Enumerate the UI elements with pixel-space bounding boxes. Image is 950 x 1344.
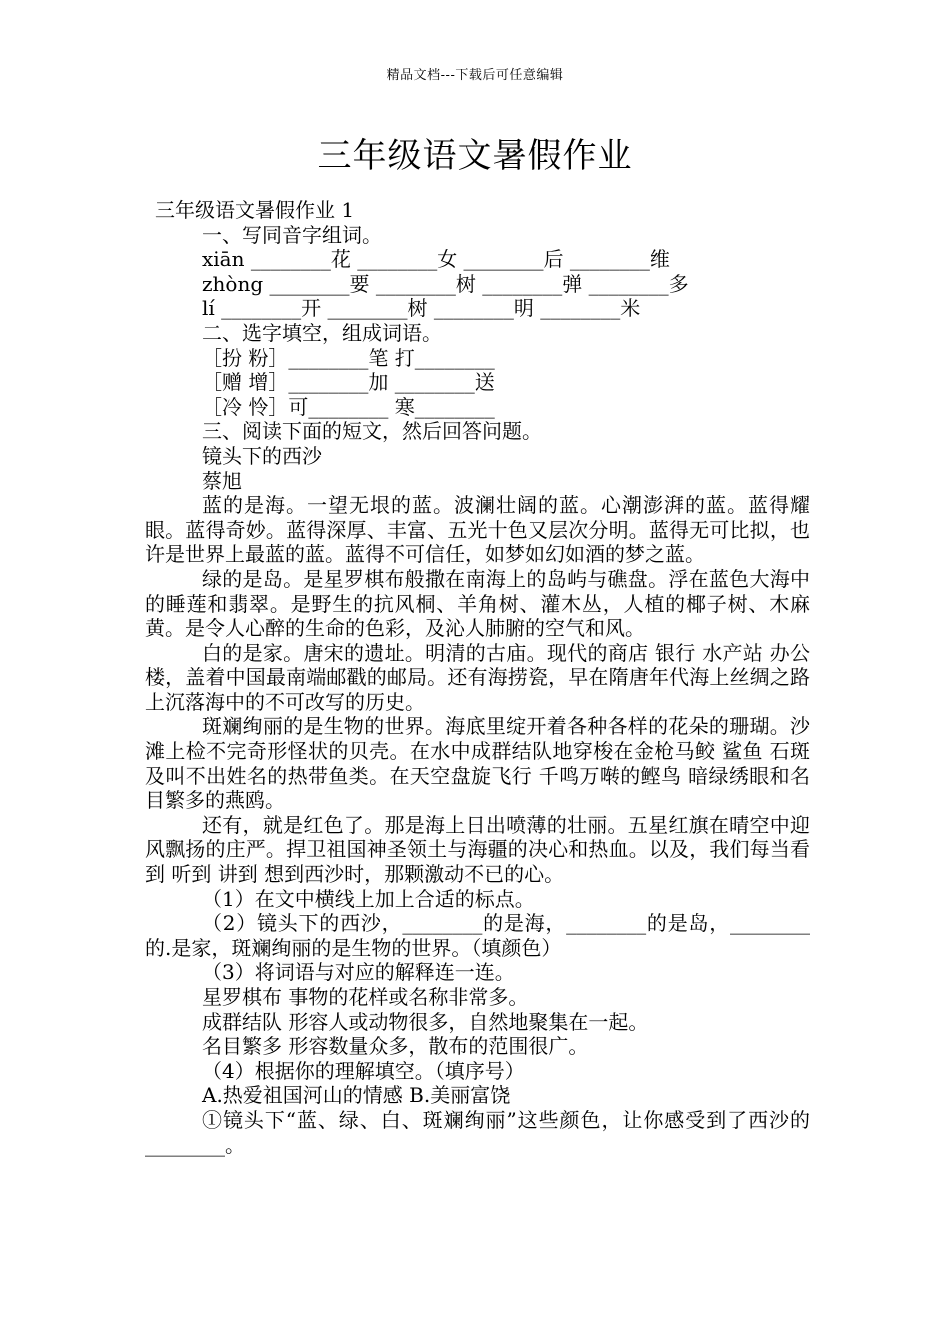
sub-question-1: （1）在文中横线上加上合适的标点。	[202, 886, 535, 911]
matching-item-2: 成群结队 形容人或动物很多，自然地聚集在一起。	[202, 1009, 649, 1034]
sub-question-4: （4）根据你的理解填空。（填序号）	[202, 1058, 525, 1083]
section-heading: 三年级语文暑假作业 1	[155, 198, 355, 222]
document-body	[145, 198, 810, 1157]
article-paragraph-colorful: 斑斓绚丽的是生物的世界。海底里绽开着各种各样的花朵的珊瑚。沙滩上检不完奇形怪状的贝壳。在水中成群结队地穿梭在金枪马鲛 鲨鱼 石斑及叫不出姓名的热带鱼类。在天空盘旋飞行 千鸣万啭的鲣鸟 暗绿绣眼和名目繁多的燕鸥。	[145, 714, 810, 813]
article-paragraph-red: 还有，就是红色了。那是海上日出喷薄的壮丽。五星红旗在晴空中迎风飘扬的庄严。捍卫祖国神圣领土与海疆的决心和热血。以及，我们每当看到 听到 讲到 想到西沙时，那颗激动不已的心。	[145, 812, 810, 887]
matching-item-1: 星罗棋布 事物的花样或名称非常多。	[202, 985, 529, 1009]
sub-question-4-item-1: ①镜头下“蓝、绿、白、斑斓绚丽”这些颜色，让你感受到了西沙的________。	[145, 1107, 810, 1157]
article-paragraph-white: 白的是家。唐宋的遗址。明清的古庙。现代的商店 银行 水产站 办公楼，盖着中国最南端邮戳的邮局。还有海捞瓷，早在隋唐年代海上丝绸之路上沉落海中的不可改写的历史。	[145, 640, 810, 714]
question-2-row-1: ［扮 粉］________笔 打________	[202, 345, 495, 370]
question-2-heading: 二、选字填空，组成词语。	[202, 320, 442, 345]
question-1-row-xian: xiān ________花 ________女 ________后 ________维	[202, 247, 670, 272]
question-2-row-2: ［赠 增］________加 ________送	[202, 370, 495, 395]
sub-question-4-options: A.热爱祖国河山的情感 B.美丽富饶	[202, 1083, 511, 1108]
matching-item-3: 名目繁多 形容数量众多，散布的范围很广。	[202, 1034, 589, 1059]
sub-question-2: （2）镜头下的西沙，________的是海，________的是岛，________的.是家，斑斓绚丽的是生物的世界。（填颜色）	[145, 911, 810, 960]
question-2-row-3: ［冷 怜］可________ 寒________	[202, 394, 495, 419]
article-title: 镜头下的西沙	[202, 443, 322, 468]
question-1-row-li: lí ________开 ________树 ________明 ________米	[202, 296, 641, 321]
page-header: 精品文档---下载后可任意编辑	[386, 68, 564, 83]
sub-question-3: （3）将词语与对应的解释连一连。	[202, 960, 515, 985]
question-1-row-zhong: zhòng ________要 ________树 ________弹 ________多	[202, 271, 689, 296]
article-paragraph-green: 绿的是岛。是星罗棋布般撒在南海上的岛屿与礁盘。浮在蓝色大海中的睡莲和翡翠。是野生的抗风桐、羊角树、灌木丛，人植的椰子树、木麻黄。是令人心醉的生命的色彩，及沁人肺腑的空气和风。	[145, 566, 810, 641]
document-title: 三年级语文暑假作业	[317, 136, 633, 176]
article-paragraph-blue: 蓝的是海。一望无垠的蓝。波澜壮阔的蓝。心潮澎湃的蓝。蓝得耀眼。蓝得奇妙。蓝得深厚、丰富、五光十色又层次分明。蓝得无可比拟，也许是世界上最蓝的蓝。蓝得不可信任，如梦如幻如酒的梦之蓝。	[145, 493, 810, 567]
question-1-heading: 一、写同音字组词。	[202, 222, 382, 247]
article-author: 蔡旭	[202, 468, 242, 493]
question-3-heading: 三、阅读下面的短文，然后回答问题。	[202, 419, 542, 444]
